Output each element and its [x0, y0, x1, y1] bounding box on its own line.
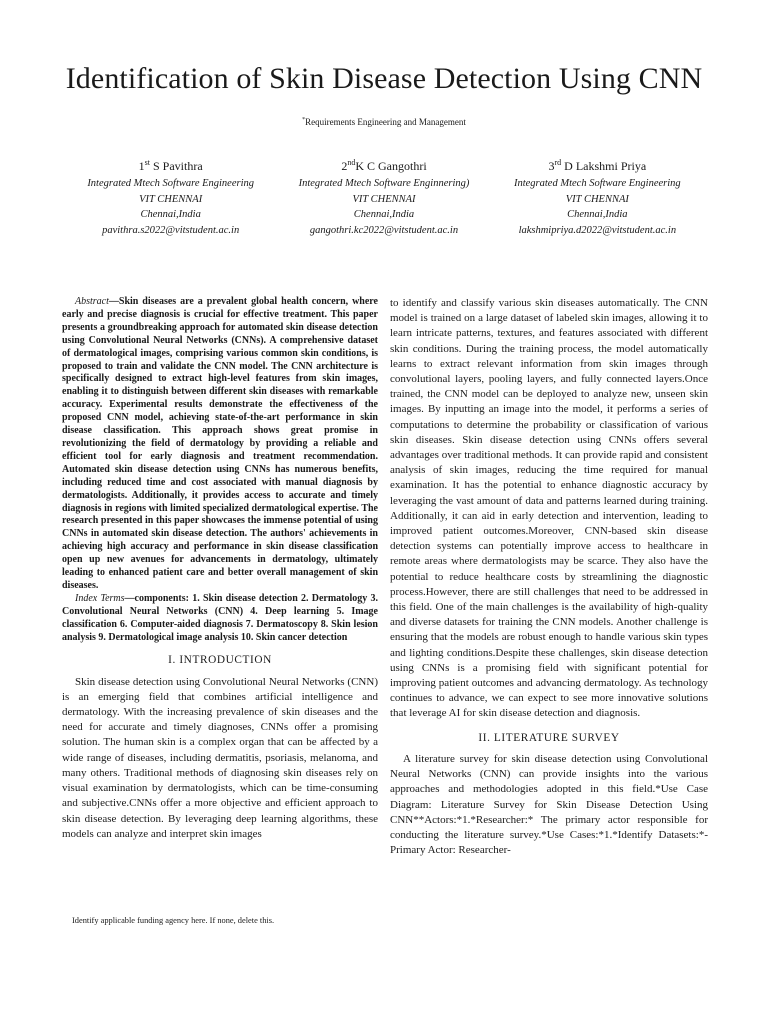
subnote-text: Requirements Engineering and Management: [305, 117, 466, 127]
author-number: 1: [138, 159, 145, 173]
author-name: [491, 155, 704, 174]
author-1: [64, 155, 277, 239]
author-email: lakshmipriya.d2022@vitstudent.ac.in: [518, 225, 677, 237]
title-footnote: [0, 117, 768, 127]
introduction-paragraph: Skin disease detection using Convolutional Neural Networks (CNN) is an emerging field that combines artificial intelligence and dermatology. With the increasing prevalence of skin diseases and the need for accurate and timely diagnoses, CNNs offer a promising solution. The human skin is a complex organ that can be affected by a wide range of diseases, including dermatitis, psoriasis, melanoma, and many others. Traditional methods of diagnosing skin diseases rely on visual examination by dermatologists, which can be time-consuming and subjective.CNNs offer a more objective and efficient approach to skin disease detection. By leveraging deep learning algorithms, these models can analyze and interpret skin images: [62, 675, 378, 840]
index-terms: [62, 593, 378, 645]
section-heading-introduction: I. INTRODUCTION: [168, 654, 272, 667]
author-email: pavithra.s2022@vitstudent.ac.in: [102, 225, 240, 237]
index-terms-text: —components: 1. Skin disease detection 2. Dermatology 3. Convolutional Neural Networks (CNN) 4. Deep learning 5. Image classification 6. Computer-aided diagnosis 7. Dermatoscopy 8. Skin lesion analysis 9. Dermatological image analysis 10. Skin cancer detection: [62, 592, 378, 643]
author-institution: VIT CHENNAI: [352, 193, 416, 205]
author-2: [277, 155, 490, 239]
author-name-text: D Lakshmi Priya: [561, 159, 647, 173]
paper-title: Identification of Skin Disease Detection Using CNN: [65, 62, 703, 95]
author-institution: VIT CHENNAI: [565, 193, 629, 205]
author-affiliation: Integrated Mtech Software Engineering: [513, 178, 681, 189]
author-location: Chennai,India: [567, 209, 628, 221]
right-column: [390, 296, 708, 858]
funding-footnote: Identify applicable funding agency here. If none, delete this.: [72, 916, 275, 925]
section-heading-literature-survey: II. LITERATURE SURVEY: [478, 731, 620, 744]
literature-survey-paragraph: A literature survey for skin disease detection using Convolutional Neural Networks (CNN) can provide insights into the various approaches and methodologies adopted in this field.*Use Case Diagram: Literature Survey for Skin Disease Detection Using CNN**Actors:*1.*Researcher:* The primary actor responsible for conducting the literature survey.*Use Cases:*1.*Identify Datasets:*- Primary Actor: Researcher-: [390, 752, 708, 857]
index-terms-label: Index Terms: [75, 592, 125, 604]
author-3: [491, 155, 704, 239]
abstract-text: —Skin diseases are a prevalent global health concern, where early and precise diagnosis is crucial for effective treatment. This paper presents a groundbreaking approach for automated skin disease detection using Convolutional Neural Networks (CNNs). A comprehensive dataset of dermatological images, comprising various common skin conditions, is proposed to train and validate the CNN model. The CNN architecture is specifically designed to extract high-level features from skin images, enabling it to distinguish between different skin diseases with remarkable accuracy. Experimental results demonstrate the effectiveness of the proposed CNN model, achieving state-of-the-art performance in skin disease classification. This approach shows great promise in revolutionizing the field of dermatology by providing a reliable and efficient tool for early diagnosis and treatment recommendation. Automated skin disease detection using CNNs has numerous benefits, including reduced time and cost associated with manual diagnosis by dermatologists. Additionally, it provides access to accurate and timely diagnosis in regions with limited specialized dermatological expertise. The research presented in this paper showcases the immense potential of using CNNs in automated skin disease detection. The authors' achievements in achieving high accuracy and performance in skin disease classification open up new avenues for advancements in dermatology, ultimately leading to enhanced patient care and better overall management of skin diseases.: [62, 296, 378, 591]
author-affiliation: Integrated Mtech Software Enginnering): [298, 178, 470, 189]
author-affiliation: Integrated Mtech Software Engineering: [87, 178, 255, 189]
author-number: 2: [341, 159, 348, 173]
introduction-continued: to identify and classify various skin diseases automatically. The CNN model is trained on a large dataset of labeled skin images, allowing it to learn intricate patterns, textures, and features associated with different skin conditions. During the training process, the model automatically learns to extract relevant information from skin images through convolutional layers, pooling layers, and fully connected layers.Once trained, the CNN model can be deployed to analyze new, unseen skin images. By inputting an image into the model, it performs a series of computations to determine the probability or classification of various skin diseases. Skin disease detection using CNNs offers several advantages over traditional methods. It can provide rapid and consistent analysis of skin images, reducing the time required for manual examination. It has the potential to enhance diagnostic accuracy by leveraging the vast amount of data and patterns learned during training. Additionally, it can aid in early detection and intervention, leading to improved patient outcomes.Moreover, CNN-based skin disease detection systems can potentially improve access to healthcare in remote areas where dermatologists may be scarce. They also have the potential to reduce healthcare costs by streamlining the diagnostic process.However, there are still challenges that need to be addressed in this field. One of the main challenges is the availability of high-quality and diverse datasets for training the CNN models. Another challenge is ensuring that the models are robust enough to handle various skin types and lighting conditions.Despite these challenges, skin disease detection using CNNs is a promising field with significant potential for improving patient outcomes and advancing dermatology. As technology continues to advance, we can expect to see more innovative solutions that leverage AI for skin disease detection and diagnosis.: [390, 297, 708, 720]
author-name-text: S Pavithra: [150, 159, 203, 173]
abstract: [62, 296, 378, 593]
author-institution: VIT CHENNAI: [139, 193, 203, 205]
author-name: [64, 155, 277, 174]
abstract-label: Abstract: [75, 296, 109, 307]
author-number: 3: [548, 159, 555, 173]
author-block: [64, 155, 704, 239]
author-name-text: K C Gangothri: [355, 159, 427, 173]
author-name: [277, 155, 490, 174]
author-location: Chennai,India: [353, 209, 415, 221]
author-ordinal: st: [144, 158, 150, 167]
author-ordinal: rd: [554, 158, 562, 167]
author-location: Chennai,India: [140, 209, 201, 221]
left-column: [62, 296, 378, 842]
author-email: gangothri.kc2022@vitstudent.ac.in: [309, 225, 459, 237]
author-ordinal: nd: [347, 158, 356, 167]
footnote-mark: *: [302, 117, 306, 123]
